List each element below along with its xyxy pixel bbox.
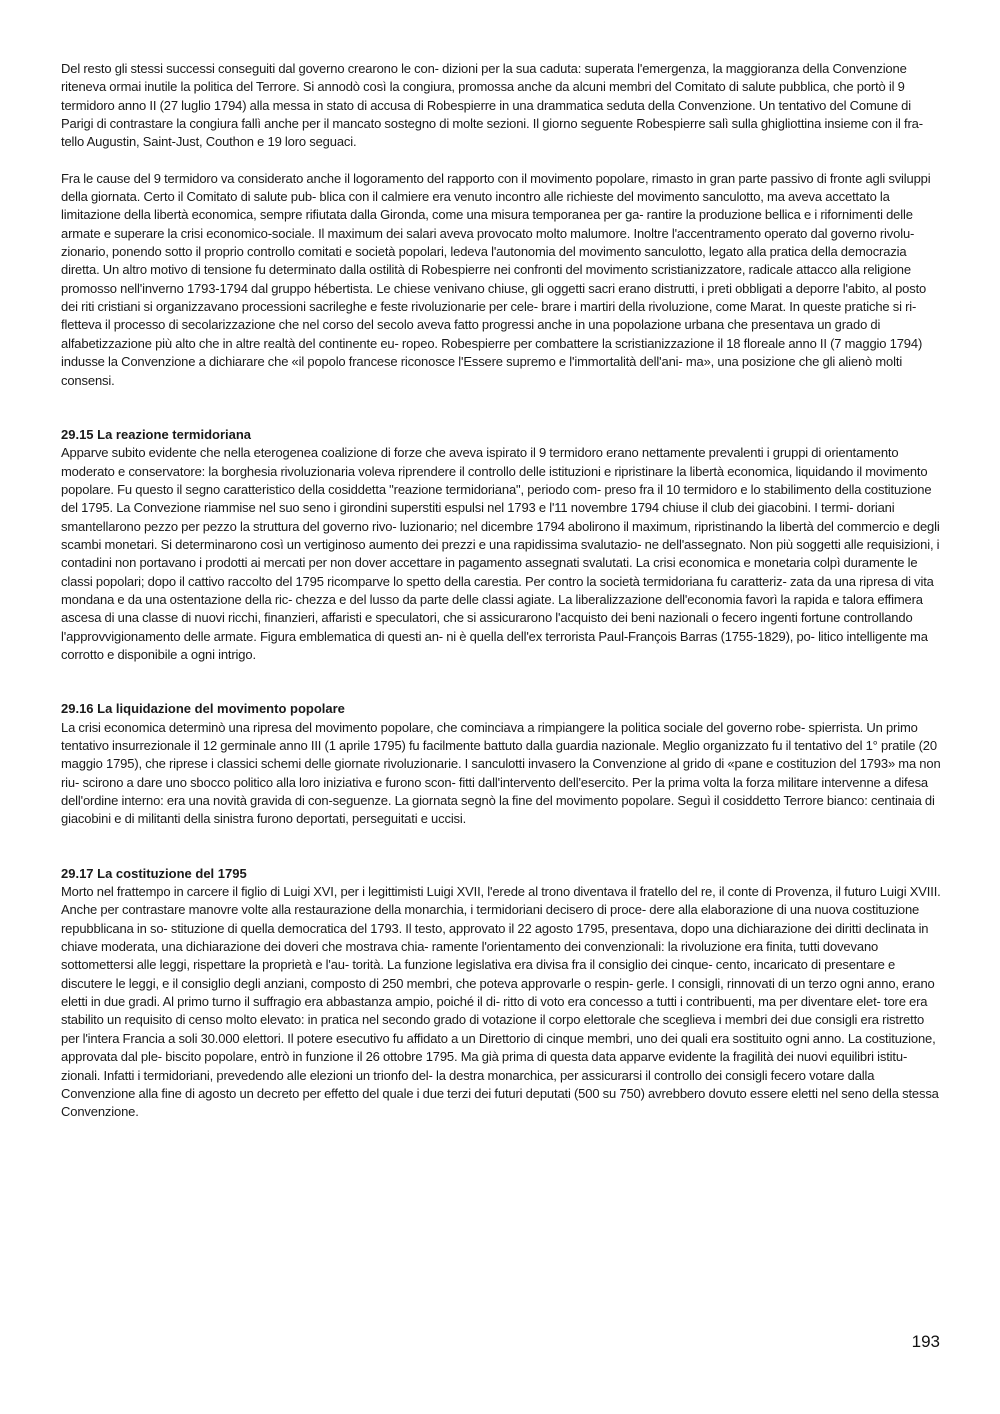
section-title: 29.16 La liquidazione del movimento popolare — [61, 701, 345, 717]
page-number: 193 — [911, 1332, 940, 1351]
paragraph-gap — [61, 152, 941, 170]
section-29-16 — [61, 700, 941, 828]
section-title: 29.17 La costituzione del 1795 — [61, 865, 247, 881]
intro-paragraph-1: Del resto gli stessi successi conseguiti dal governo crearono le con- dizioni per la sua caduta: superata l'emergenza, la maggioranza della Convenzione riteneva ormai inutile la politica del Terrore. Si annodò così la congiura, promossa anche da alcuni membri del Comitato di salute pubblica, che portò il 9 termidoro anno II (27 luglio 1794) alla messa in stato di accusa di Robespierre in una drammatica seduta della Convenzione. Un tentativo del Comune di Parigi di contrastare la congiura fallì anche per il mancato sostegno di molte sezioni. Il giorno seguente Robespierre salì sulla ghigliottina insieme con il fra- tello Augustin, Saint-Just, Couthon e 19 loro seguaci. — [61, 61, 923, 150]
section-body: Morto nel frattempo in carcere il figlio di Luigi XVI, per i legittimisti Luigi XVII, l'erede al trono diventava il fratello del re, il conte di Provenza, il futuro Luigi XVIII. Anche per contrastare manovre volte alla restaurazione della monarchia, i termidoriani decisero di proce- dere alla elaborazione di una nuova costituzione repubblicana in so- stituzione di quella democratica del 1793. Il testo, approvato il 22 agosto 1795, presentava, dopo una dichiarazione dei diritti declinata in chiave moderata, una dichiarazione dei doveri che mostrava chia- ramente l'orientamento dei convenzionali: la rivoluzione era finita, tutti dovevano sottomettersi alle leggi, rispettare la proprietà e l'au- torità. La funzione legislativa era divisa fra il consiglio dei cinque- cento, incaricato di presentare e discutere le leggi, e il consiglio degli anziani, composto di 250 membri, che poteva approvarle o respin- gerle. I consigli, rinnovati di un terzo ogni anno, erano eletti in due gradi. Al primo turno il suffragio era abbastanza ampio, poiché il di- ritto di voto era concesso a tutti i contribuenti, ma per diventare elet- tore era stabilito un requisito di censo molto elevato: in pratica nel secondo grado di votazione il corpo elettorale che sceglieva i membri dei due consigli era ristretto per l'intera Francia a soli 30.000 elettori. Il potere esecutivo fu affidato a un Direttorio di cinque membri, uno dei quali era sostituito ogni anno. La costituzione, approvata dal ple- biscito popolare, entrò in funzione il 26 ottobre 1795. Ma già prima di questa data apparve evidente la fragilità dei nuovi equilibri istitu- zionali. Infatti i termidoriani, prevedendo alle elezioni un trionfo del- la destra monarchica, per assicurarsi il controllo dei consigli fecero votare dalla Convenzione alla fine di agosto un decreto per effetto del quale i due terzi dei futuri deputati (500 su 750) avrebbero dovuto essere eletti nel seno della stessa Convenzione. — [61, 884, 941, 1120]
section-gap — [61, 664, 941, 700]
page-content — [61, 60, 941, 1122]
section-29-17 — [61, 865, 941, 1122]
intro-paragraph-2: Fra le cause del 9 termidoro va considerato anche il logoramento del rapporto con il movimento popolare, rimasto in gran parte passivo di fronte agli sviluppi della giornata. Certo il Comitato di salute pub- blica con il calmiere era venuto incontro alle richieste del movimento sanculotto, ma aveva accettato la limitazione della libertà economica, sempre rifiutata dalla Gironda, come una misura temporanea per ga- rantire la produzione bellica e i rifornimenti delle armate e superare la crisi economico-sociale. Il maximum dei salari aveva provocato molto malumore. Inoltre l'accentramento operato dal governo rivolu- zionario, ponendo sotto il proprio controllo comitati e società popolari, ledeva l'autonomia del movimento sanculotto, legato alla pratica della democrazia diretta. Un altro motivo di tensione fu determinato dalla ostilità di Robespierre nei confronti del movimento scristianizzatore, radicale attacco alla religione promosso nell'inverno 1793-1794 dal gruppo hébertista. Le chiese venivano chiuse, gli oggetti sacri erano distrutti, i preti obbligati a deporre l'abito, al posto dei riti cristiani si organizzavano processioni sacrileghe e feste rivoluzionarie per cele- brare i martiri della rivoluzione, come Marat. In queste pratiche si ri- fletteva il processo di secolarizzazione che nel corso del secolo aveva fatto progressi anche in una popolazione urbana che presentava un grado di alfabetizzazione più alto che in altre realtà del continente eu- ropeo. Robespierre per combattere la scristianizzazione il 18 floreale anno II (7 maggio 1794) indusse la Convenzione a dichiarare che «il popolo francese riconosce l'Essere supremo e l'immortalità dell'ani- ma», una posizione che gli alienò molti consensi. — [61, 170, 931, 388]
section-body: La crisi economica determinò una ripresa del movimento popolare, che cominciava a rimpiangere la politica sociale del governo robe- spierrista. Un primo tentativo insurrezionale il 12 germinale anno III (1 aprile 1795) fu facilmente battuto dalla guardia nazionale. Meglio organizzato fu il tentativo del 1° pratile (20 maggio 1795), che riprese i classici schemi delle giornate rivoluzionarie. I sanculotti invasero la Convenzione al grido di «pane e costituzion del 1793» ma non riu- scirono a dare uno sbocco politico alla loro iniziativa e furono scon- fitti dall'intervento dell'esercito. Per la prima volta la forza militare intervenne a difesa dell'ordine interno: era una novità gravida di con-seguenze. La giornata segnò la fine del movimento popolare. Seguì il cosiddetto Terrore bianco: centinaia di giacobini e di militanti della sinistra furono deportati, perseguitati e uccisi. — [61, 719, 941, 827]
section-body: Apparve subito evidente che nella eterogenea coalizione di forze che aveva ispirato il 9 termidoro erano nettamente prevalenti i gruppi di orientamento moderato e conservatore: la borghesia rivoluzionaria voleva riprendere il controllo delle istituzioni e ripristinare la libertà economica, liquidando il movimento popolare. Fu questo il segno caratteristico della cosiddetta "reazione termidoriana", periodo com- preso fra il 10 termidoro e lo stabilimento della costituzione del 1795. La Convezione riammise nel suo seno i girondini superstiti espulsi nel 1793 e l'11 novembre 1794 chiuse il club dei giacobini. I termi- doriani smantellarono pezzo per pezzo la struttura del governo rivo- luzionario; nel dicembre 1794 abolirono il maximum, ripristinando la libertà del commercio e degli scambi monetari. Si determinarono così un vertiginoso aumento dei prezzi e una rapidissima svalutazio- ne dell'assegnato. Non più soggetti alle requisizioni, i contadini non portavano i prodotti ai mercati per non dover accettare in pagamento assegnati svalutati. La crisi economica e monetaria colpì duramente le classi popolari; dopo il cattivo raccolto del 1795 ricomparve lo spetto della carestia. Per contro la società termidoriana fu caratteriz- zata da una ripresa di vita mondana e da una ostentazione della ric- chezza e del lusso da parte delle classi agiate. La liberalizzazione dell'economia favorì la rapida e talora effimera ascesa di una classe di nuovi ricchi, finanzieri, affaristi e speculatori, che si assicurarono l'acquisto dei beni nazionali o fecero ingenti fortune controllando l'approvvigionamento delle armate. Figura emblematica di questi an- ni è quella dell'ex terrorista Paul-François Barras (1755-1829), po- litico intelligente ma corrotto e disponibile a ogni intrigo. — [61, 445, 940, 662]
section-29-15 — [61, 426, 941, 664]
section-title: 29.15 La reazione termidoriana — [61, 426, 252, 442]
section-gap — [61, 390, 941, 426]
section-gap — [61, 829, 941, 865]
